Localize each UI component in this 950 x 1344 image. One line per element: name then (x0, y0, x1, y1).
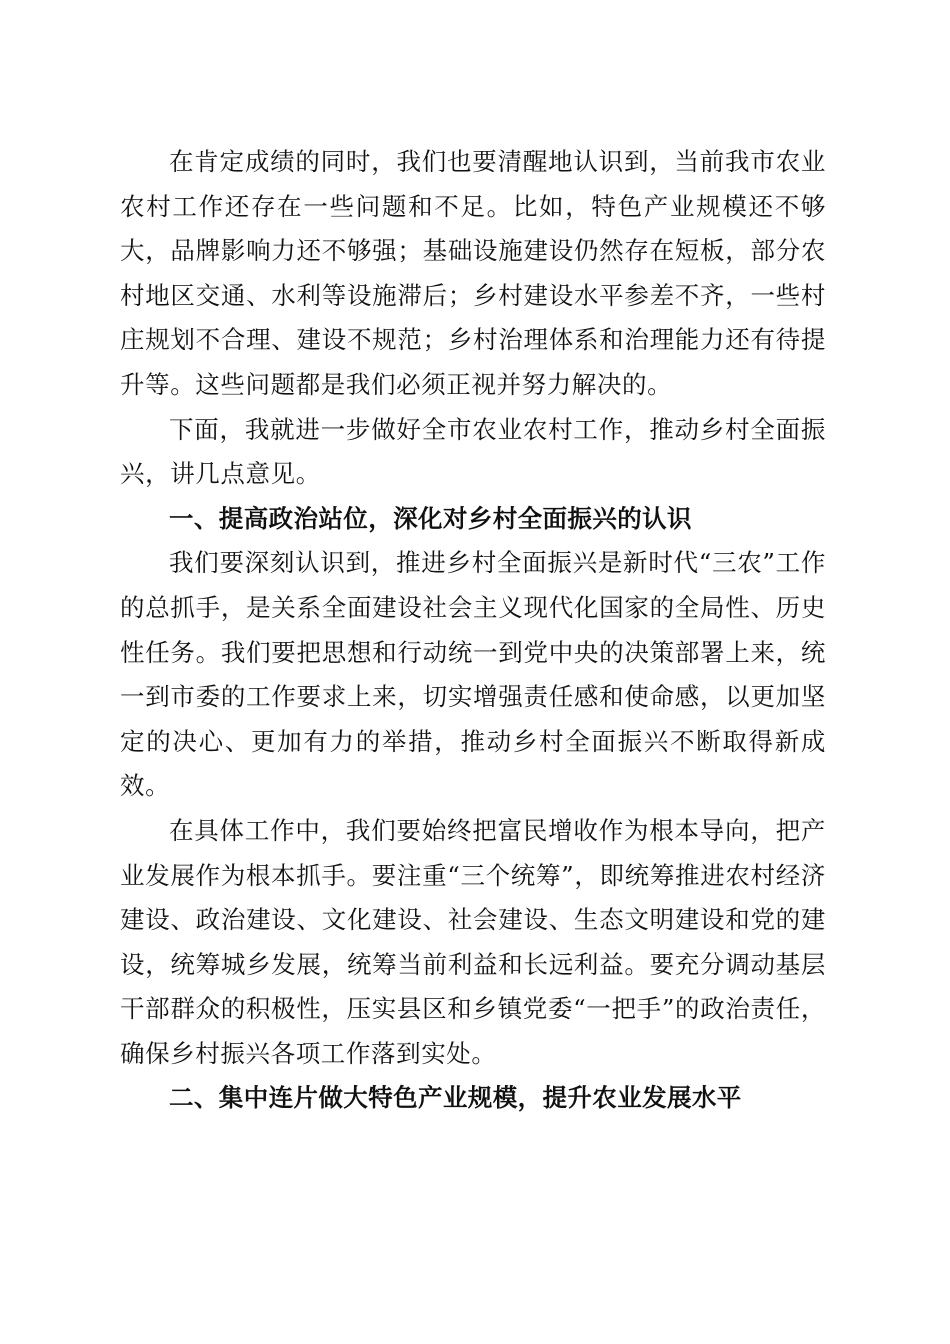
paragraph-problems: 在肯定成绩的同时，我们也要清醒地认识到，当前我市农业农村工作还存在一些问题和不足。比如，特色产业规模还不够大，品牌影响力还不够强；基础设施建设仍然存在短板，部分农村地区交通、水利等设施滞后；乡村建设水平参差不齐，一些村庄规划不合理、建设不规范；乡村治理体系和治理能力还有待提升等。这些问题都是我们必须正视并努力解决的。 (120, 147, 826, 399)
document-body (120, 140, 826, 1121)
paragraph-intro: 下面，我就进一步做好全市农业农村工作，推动乡村全面振兴，讲几点意见。 (120, 414, 826, 489)
section-heading-1: 一、提高政治站位，深化对乡村全面振兴的认识 (169, 503, 692, 533)
paragraph-section1-1: 我们要深刻认识到，推进乡村全面振兴是新时代“三农”工作的总抓手，是关系全面建设社会主义现代化国家的全局性、历史性任务。我们要把思想和行动统一到党中央的决策部署上来，统一到市委的工作要求上来，切实增强责任感和使命感，以更加坚定的决心、更加有力的举措，推动乡村全面振兴不断取得新成效。 (120, 548, 826, 801)
paragraph-section1-2: 在具体工作中，我们要始终把富民增收作为根本导向，把产业发展作为根本抓手。要注重“三个统筹”，即统筹推进农村经济建设、政治建设、文化建设、社会建设、生态文明建设和党的建设，统筹城乡发展，统筹当前利益和长远利益。要充分调动基层干部群众的积极性，压实县区和乡镇党委“一把手”的政治责任，确保乡村振兴各项工作落到实处。 (120, 815, 826, 1068)
section-heading-2: 二、集中连片做大特色产业规模，提升农业发展水平 (169, 1083, 742, 1113)
